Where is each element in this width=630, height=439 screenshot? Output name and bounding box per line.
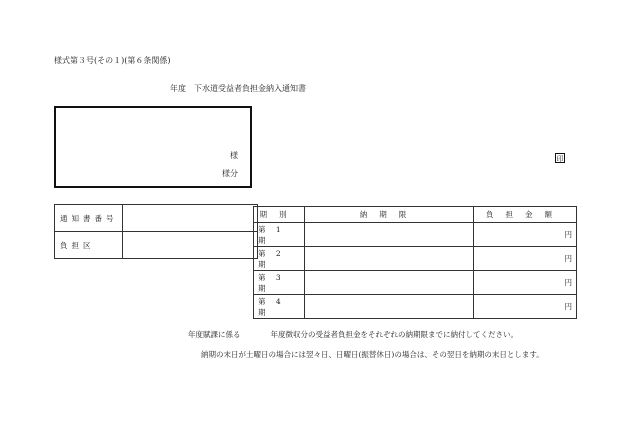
district-label: 負担区 bbox=[55, 232, 123, 259]
form-label: 様式第３号(その１)(第６条関係) bbox=[54, 56, 171, 65]
header-due-date: 納期限 bbox=[305, 207, 474, 223]
amount-cell: 円 bbox=[474, 247, 577, 271]
period-cell: 第 1 期 bbox=[254, 223, 305, 247]
amount-cell: 円 bbox=[474, 295, 577, 319]
address-box bbox=[54, 106, 252, 188]
address-honorific-portion: 様分 bbox=[222, 169, 238, 178]
payment-notice: 年度賦課に係る 年度徴収分の受益者負担金をそれぞれの納期限までに納付してください。 bbox=[188, 330, 518, 339]
info-row-notice-number bbox=[55, 205, 258, 232]
header-period: 期別 bbox=[254, 207, 305, 223]
period-cell: 第 3 期 bbox=[254, 271, 305, 295]
table-row bbox=[254, 223, 577, 247]
period-table bbox=[253, 206, 577, 319]
document-title: 年度 下水道受益者負担金納入通知書 bbox=[170, 84, 306, 93]
period-cell: 第 4 期 bbox=[254, 295, 305, 319]
address-honorific: 様 bbox=[230, 151, 238, 160]
seal-icon: 印 bbox=[556, 155, 564, 163]
district-value bbox=[123, 232, 258, 259]
due-cell bbox=[305, 247, 474, 271]
due-cell bbox=[305, 295, 474, 319]
amount-cell: 円 bbox=[474, 223, 577, 247]
info-row-district bbox=[55, 232, 258, 259]
table-row bbox=[254, 271, 577, 295]
due-date-rule-notice: 納期の末日が土曜日の場合には翌々日、日曜日(振替休日)の場合は、その翌日を納期の末日とします。 bbox=[201, 350, 544, 359]
info-table bbox=[54, 204, 258, 259]
notice-number-value bbox=[123, 205, 258, 232]
due-cell bbox=[305, 223, 474, 247]
notice-number-label: 通知書番号 bbox=[55, 205, 123, 232]
due-cell bbox=[305, 271, 474, 295]
period-table-header bbox=[254, 207, 577, 223]
header-amount: 負担金額 bbox=[474, 207, 577, 223]
table-row bbox=[254, 247, 577, 271]
amount-cell: 円 bbox=[474, 271, 577, 295]
table-row bbox=[254, 295, 577, 319]
period-cell: 第 2 期 bbox=[254, 247, 305, 271]
